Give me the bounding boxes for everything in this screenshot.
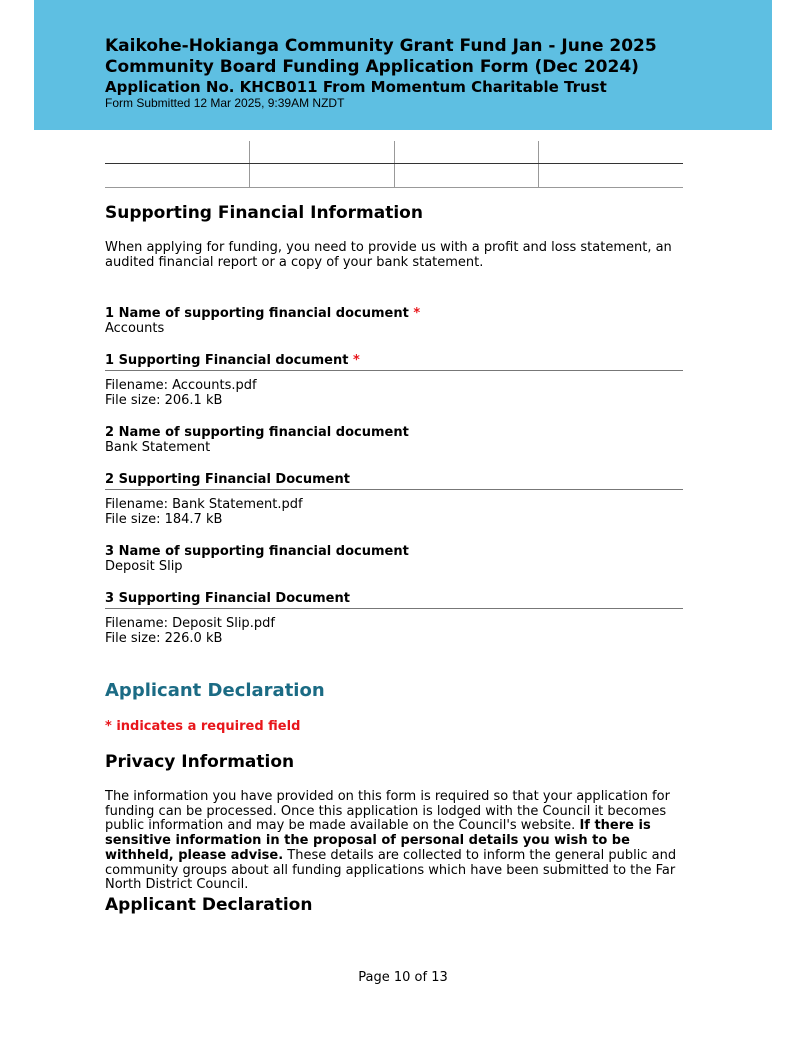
applicant-declaration-heading: Applicant Declaration [105,680,325,701]
doc2-file-label: 2 Supporting Financial Document [105,472,683,490]
table-cell [250,141,395,163]
table-cell [395,141,540,163]
required-asterisk: * [353,353,360,368]
form-title: Community Board Funding Application Form (Dec 2024) [105,57,639,77]
table-cell [105,141,250,163]
table-cell [395,164,540,187]
supporting-financial-heading: Supporting Financial Information [105,203,423,223]
table-cell [250,164,395,187]
table-row [105,141,683,164]
required-field-note: * indicates a required field [105,719,301,734]
submitted-timestamp: Form Submitted 12 Mar 2025, 9:39AM NZDT [105,96,345,110]
doc2-filename: Filename: Bank Statement.pdf [105,497,303,512]
empty-table [105,141,683,188]
privacy-information-heading: Privacy Information [105,752,295,772]
applicant-declaration-subheading: Applicant Declaration [105,895,313,915]
doc1-name-value: Accounts [105,321,165,336]
doc3-name-value: Deposit Slip [105,559,183,574]
doc1-name-label: 1 Name of supporting financial document * [105,306,421,321]
form-header [34,0,772,130]
page-number: Page 10 of 13 [358,970,448,985]
application-number: Application No. KHCB011 From Momentum Charitable Trust [105,78,607,96]
table-cell [539,164,683,187]
doc2-name-value: Bank Statement [105,440,211,455]
doc3-filesize: File size: 226.0 kB [105,631,223,646]
doc1-file-label: 1 Supporting Financial document * [105,353,683,371]
table-cell [539,141,683,163]
grant-fund-title: Kaikohe-Hokianga Community Grant Fund Jan - June 2025 [105,36,657,56]
doc2-name-label: 2 Name of supporting financial document [105,425,409,440]
table-row [105,164,683,188]
table-cell [105,164,250,187]
required-asterisk: * [413,306,421,321]
doc3-file-label: 3 Supporting Financial Document [105,591,683,609]
doc1-filename: Filename: Accounts.pdf [105,378,257,393]
doc2-filesize: File size: 184.7 kB [105,512,223,527]
doc3-name-label: 3 Name of supporting financial document [105,544,409,559]
doc1-filesize: File size: 206.1 kB [105,393,223,408]
supporting-financial-intro: When applying for funding, you need to provide us with a profit and loss statement, an audited financial report or a copy of your bank statement. [105,240,672,270]
doc3-filename: Filename: Deposit Slip.pdf [105,616,275,631]
privacy-information-text: The information you have provided on this form is required so that your application for funding can be processed. Once this application is lodged with the Council it becomes public information and may be made available on the Council's website. If there is sensitive information in the proposal of personal details you wish to be withheld, please advise. These details are collected to inform the general public and community groups about all funding applications which have been submitted to the Far North District Council. [105,789,677,893]
